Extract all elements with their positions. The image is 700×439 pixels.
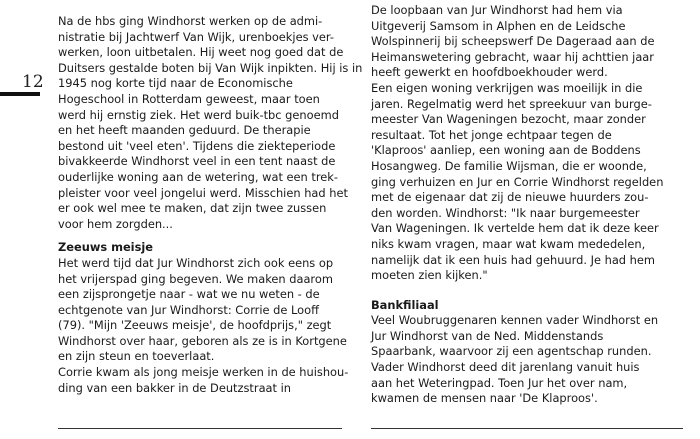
right-paragraph-1 (371, 3, 681, 284)
footer-rule-right (371, 428, 683, 429)
text-line: (79). "Mijn 'Zeeuws meisje', de hoofdprijs," zegt (58, 318, 332, 333)
section-heading-zeeuws-meisje: Zeeuws meisje (58, 240, 153, 255)
text-line: Wolspinnerij bij scheepswerf De Dageraad aan de (371, 34, 655, 49)
footer-rule-left (58, 428, 342, 429)
text-line: ging verhuizen en Jur en Corrie Windhorst regelden (371, 174, 664, 189)
text-line: Na de hbs ging Windhorst werken op de admi- (58, 14, 323, 28)
left-paragraph-2 (58, 256, 348, 396)
text-line: het vrijerspad ging begeven. We maken daarom (58, 271, 333, 286)
right-column (371, 3, 681, 407)
text-line: 'Klaproos' aanliep, een woning aan de Boddens (371, 143, 641, 158)
text-line: echtgenote van Jur Windhorst: Corrie de Looff (58, 302, 319, 317)
text-line: pleister voor veel jongelui werd. Misschien had het (58, 185, 348, 200)
text-line: aan het Weteringpad. Toen Jur het over nam, (371, 375, 628, 390)
text-line: kwamen de mensen naar 'De Klaproos'. (371, 391, 598, 406)
text-line: Spaarbank, waarvoor zij een agentschap runden. (371, 344, 652, 359)
text-line: 1945 nog korte tijd naar de Economische (58, 76, 293, 91)
text-line: Vader Windhorst deed dit jarenlang vanuit huis (371, 360, 640, 375)
text-line: resultaat. Tot het jonge echtpaar tegen de (371, 127, 612, 142)
text-line: moeten zien kijken." (371, 268, 488, 283)
text-line: voor hem zorgden... (58, 216, 173, 231)
text-line: den worden. Windhorst: "Ik naar burgemeester (371, 205, 640, 220)
text-line: niks kwam vragen, maar wat kwam mededelen, (371, 236, 646, 251)
text-line: Het werd tijd dat Jur Windhorst zich ook eens op (58, 255, 334, 270)
text-line: ding van een bakker in de Deutzstraat in (58, 380, 292, 395)
text-line: heeft gewerkt en hoofdboekhouder werd. (371, 65, 608, 80)
left-paragraph-1 (58, 14, 363, 232)
text-line: namelijk dat ik een huis had gehuurd. Je had hem (371, 252, 655, 267)
text-line: werd hij ernstig ziek. Het werd buik-tbc genoemd (58, 107, 339, 122)
text-line: een zijsprongetje naar - wat we nu weten - de (58, 287, 320, 302)
text-line: meester Van Wageningen bezocht, maar zonder (371, 112, 646, 127)
text-line: Hosangweg. De familie Wijsman, die er woonde, (371, 158, 647, 173)
text-line: met de eigenaar dat zij de nieuwe huurders zou- (371, 190, 649, 205)
text-line: De loopbaan van Jur Windhorst had hem via (371, 3, 623, 17)
text-line: nistratie bij Jachtwerf Van Wijk, urenboekjes ver- (58, 29, 334, 44)
text-line: er ook wel mee te maken, dat zijn twee zussen (58, 201, 327, 216)
text-line: Corrie kwam als jong meisje werken in de huishou- (58, 365, 349, 380)
text-line: bestond uit 'veel eten'. Tijdens die ziekteperiode (58, 138, 336, 153)
text-line: werken, loon uitbetalen. Hij weet nog goed dat de (58, 45, 344, 60)
text-line: Windhorst over haar, geboren als ze is in Kortgene (58, 333, 347, 348)
text-line: Uitgeverij Samsom in Alphen en de Leidsche (371, 18, 626, 33)
text-line: Van Wageningen. Ik vertelde hem dat ik deze keer (371, 221, 659, 236)
text-line: Heimanswetering gebracht, waar hij achttien jaar (371, 49, 654, 64)
right-paragraph-2 (371, 313, 681, 407)
text-line: bivakkeerde Windhorst veel in een tent naast de (58, 154, 336, 169)
text-line: Hogeschool in Rotterdam geweest, maar toen (58, 91, 320, 106)
text-line: en zijn steun en toeverlaat. (58, 349, 215, 364)
text-line: en het heeft maanden geduurd. De therapie (58, 123, 311, 138)
left-column (58, 14, 363, 396)
text-line: Een eigen woning verkrijgen was moeilijk in die (371, 80, 643, 95)
page-number: 12 (22, 72, 44, 92)
section-heading-bankfiliaal: Bankfiliaal (371, 297, 439, 312)
text-line: jaren. Regelmatig werd het spreekuur van burge- (371, 96, 652, 111)
text-line: Veel Woubruggenaren kennen vader Windhorst en (371, 313, 659, 328)
text-line: Jur Windhorst van de Ned. Middenstands (371, 328, 604, 343)
text-line: Duitsers gestalde boten bij Van Wijk inpikten. Hij is in (58, 60, 363, 75)
page-number-rule (0, 92, 40, 96)
text-line: ouderlijke woning aan de wetering, wat een trek- (58, 169, 339, 184)
